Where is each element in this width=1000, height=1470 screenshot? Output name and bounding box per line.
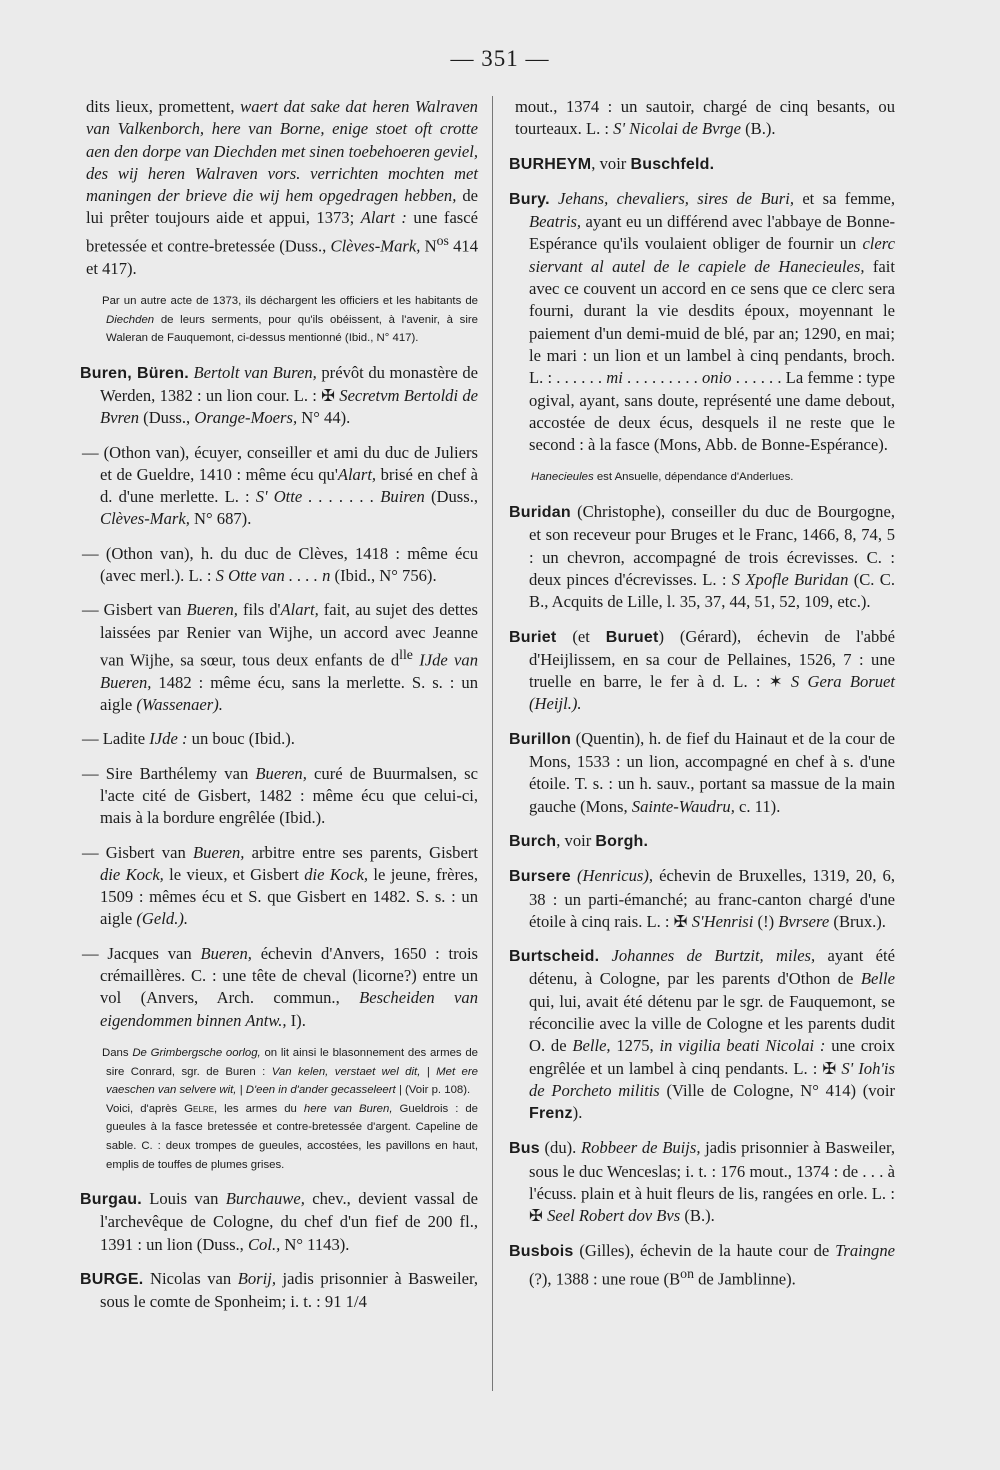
text: (Duss., <box>424 487 478 507</box>
text-italic: S Xpofle Buridan <box>731 569 849 589</box>
text-italic: S'Henrisi <box>691 911 754 931</box>
text-italic: Clèves-Mark, <box>100 509 190 529</box>
text-italic: Bescheiden van eigendommen binnen Antw., <box>100 988 478 1030</box>
text-italic: die Kock, <box>100 864 164 884</box>
text: ayant eu un différend avec l'abbaye de Bonne-Espérance qu'ils voulaient obliger de fournir un <box>529 212 895 254</box>
text-small-caps: Gelre <box>184 1102 214 1115</box>
text-italic: Orange-Moers, <box>194 408 298 428</box>
text: 1482 : même écu, sans la merlette. S. s. : un aigle <box>100 672 478 715</box>
text-italic: Hanecieules <box>531 471 594 484</box>
text-italic: Bertolt van Buren, <box>188 362 317 382</box>
headword: Buriet <box>509 628 557 646</box>
text-italic: S Otte van . . . . n <box>215 566 331 586</box>
text-italic: Bueren, <box>192 842 245 862</box>
text-italic: Traingne <box>835 1240 895 1260</box>
text: (Christophe), conseiller du duc de Bourgogne, et son receveur pour Bruges et le Franc, 1466, 8, 74, 5 : un chevron, accompagné de trois écrevisses. C. : deux pinces d'écrevisses. L. : <box>529 502 895 589</box>
entry-othon-1418 <box>80 543 478 588</box>
entry-burge <box>80 1268 478 1314</box>
superscript: os <box>436 232 449 248</box>
entry-buren <box>80 362 478 430</box>
text-italic: Seel Robert dov Bvs <box>547 1206 681 1226</box>
right-column <box>509 96 895 1303</box>
text-italic: Bueren, <box>186 600 238 620</box>
headword: Burillon <box>509 730 572 748</box>
headword: BURHEYM <box>509 155 592 173</box>
text: (B.). <box>680 1206 715 1226</box>
text: (Brux.). <box>829 911 886 931</box>
text: c. 11). <box>734 796 781 816</box>
text-italic: (Wassenaer). <box>136 695 223 715</box>
entry-barthelemy <box>80 763 478 830</box>
text-italic: Alart : <box>360 208 407 228</box>
text-italic: Belle, <box>572 1036 611 1056</box>
text: un bouc (Ibid.). <box>187 729 295 749</box>
text: , voir <box>556 830 596 850</box>
text: jadis prisonnier à Basweiler, sous le duc Wenceslas; i. t. : 176 mout., 1374 : de . . . à l'écuss. plain et à huit fleurs de lis, rangées en orle. L. : ✠ <box>529 1138 896 1226</box>
text-italic: S' Nicolai de Bvrge <box>613 119 741 139</box>
text: de lui prêter toujours aide et appui, 1373; <box>86 186 478 228</box>
text-italic: Robbeer de Buijs, <box>580 1138 701 1158</box>
text: — Jacques van <box>82 943 201 963</box>
text: (Quentin), h. de fief du Hainaut et de la cour de Mons, 1533 : un lion, accompagné en chef à s. d'une étoile. T. s. : un h. sauv., portant sa massue de la main gauche (Mons, <box>529 728 895 816</box>
text: dits lieux, promettent, <box>86 97 241 116</box>
text: N° 44). <box>297 408 351 428</box>
text: et sa femme, <box>793 188 895 208</box>
headword: Busbois <box>509 1242 574 1260</box>
text-italic: (Henricus), <box>570 866 654 886</box>
text-italic: onio <box>702 368 732 388</box>
superscript: lle <box>399 646 413 662</box>
text: (Gilles), échevin de la haute cour de <box>573 1240 836 1260</box>
text: N° 687). <box>189 509 252 529</box>
text: le vieux, et Gisbert <box>163 864 305 884</box>
text-italic: IJde van Bueren, <box>100 650 478 692</box>
text: N <box>420 236 437 256</box>
entry-bury <box>509 188 895 457</box>
entry-buridan <box>509 501 895 613</box>
entry-gisbert-1509 <box>80 842 478 931</box>
headword: Bus <box>509 1140 540 1158</box>
text: mout., 1374 : un sautoir, chargé de cinq besants, ou tourteaux. L. : <box>515 97 895 139</box>
text: une croix engrêlée et un lambel à cinq pendants. L. : ✠ <box>529 1036 896 1078</box>
text: (Duss., <box>139 408 195 428</box>
text: (et <box>556 626 606 646</box>
entry-burgau <box>80 1188 478 1256</box>
text: I). <box>286 1010 306 1030</box>
entry-continuation-walraven <box>80 96 478 280</box>
headword: Burtscheid. <box>509 948 600 966</box>
note-diechden <box>80 292 478 348</box>
text: fait avec ce couvent un accord en ce sens que ce clerc sera fourni, durant la vie desdits époux, moyennant le paiement d'un demi-muid de blé, par an; 1290, en mai; le mari : un lion et un lambel à cinq pendants, broch. L. : . . . . . . <box>529 256 895 388</box>
text-italic: here van Buren, <box>303 1102 393 1115</box>
text: — (Othon van), écuyer, conseiller et ami du duc de Juliers et de Gueldre, 1410 : même écu qu' <box>82 442 478 484</box>
text-italic: IJde : <box>149 729 188 749</box>
headword: Burch <box>509 832 557 850</box>
text: — Gisbert van <box>82 600 187 620</box>
text-italic: De Grimbergsche oorlog, <box>132 1046 261 1059</box>
text-italic: Bueren, <box>200 943 252 963</box>
text: (Ibid., N° 756). <box>330 566 437 586</box>
text-italic: S' Ioh'is de Porcheto militis <box>529 1058 895 1100</box>
text: . . . . . . La femme : type ogival, ayant, sans doute, représenté une dame debout, accostée de deux écus, desquels il ne reste que le second : à la fasce (Mons, Abb. de Bonne-Espérance). <box>529 368 895 455</box>
text: Dans <box>102 1046 133 1059</box>
cross-reference: Borgh. <box>595 832 649 850</box>
text-italic: S' Otte . . . . . . . Buiren <box>255 487 425 507</box>
text: Louis van <box>141 1189 226 1209</box>
note-hanecieules <box>509 468 895 487</box>
text: de leurs serments, pour qu'ils obéissent, à l'avenir, à sire Waleran de Fauquemont, ci-dessus mentionné (Ibid., N° 417). <box>106 313 478 345</box>
text: Nicolas van <box>143 1268 238 1288</box>
text: ) (Gérard), échevin de l'abbé d'Heijlissem, en sa cour de Pellaines, 1526, 7 : une truelle en barre, le fer à d. L. : ✶ <box>529 626 895 692</box>
text: fait, au sujet des dettes laissées par Renier van Wijhe, un accord avec Jeanne van Wijhe, sa sœur, tous deux enfants de d <box>100 600 478 670</box>
text: , voir <box>591 153 631 173</box>
headword: BURGE. <box>80 1270 144 1288</box>
text: — (Othon van), h. du duc de Clèves, 1418 : même écu (avec merl.). L. : <box>82 543 478 586</box>
entry-burch <box>509 830 895 853</box>
text: échevin de Bruxelles, 1319, 20, 6, 38 : un parti-émanché; au franc-canton chargé d'une étoile à cinq rais. L. : ✠ <box>529 866 896 931</box>
entry-bursere <box>509 865 895 933</box>
text: Par un autre acte de 1373, ils déchargent les officiers et les habitants de <box>102 294 478 307</box>
entry-buriet <box>509 626 895 716</box>
text-italic: (Geld.). <box>136 909 189 929</box>
text-italic: Col., <box>247 1234 281 1254</box>
entry-burillon <box>509 728 895 818</box>
text: (?), 1388 : une roue (B <box>529 1269 681 1289</box>
text-italic: Burchauwe, <box>225 1189 305 1209</box>
text-italic: S Gera Boruet (Heijl.). <box>529 672 895 714</box>
text: on lit ainsi le blasonnement des armes de sire Conrard, sgr. de Buren : <box>106 1046 478 1078</box>
text-italic: Belle <box>860 969 895 989</box>
text: N° 1143). <box>280 1234 350 1254</box>
text: — Ladite <box>82 729 150 749</box>
text-italic: mi <box>606 368 623 388</box>
text: 1275, <box>610 1036 660 1056</box>
text-italic: die Kock, <box>304 864 369 884</box>
entry-ijde <box>80 728 478 750</box>
text: (C. C. B., Acquits de Lille, l. 35, 37, 44, 51, 52, 109, etc.). <box>529 569 895 612</box>
text: brisé en chef à d. d'une merlette. L. : <box>100 464 478 507</box>
text: . . . . . . . . . <box>622 368 702 388</box>
text: une fascé bretessée et contre-bretessée (Duss., <box>86 208 479 256</box>
text: (Ville de Cologne, N° 414) (voir <box>659 1080 895 1100</box>
text: (Voir p. 108). <box>401 1084 471 1097</box>
headword: Bury. <box>509 190 550 208</box>
entry-burtscheid <box>509 945 895 1125</box>
headword-variant: Buruet <box>605 628 659 646</box>
text-italic: clerc siervant al autel de le capiele de Hanecieules, <box>529 234 895 276</box>
text: fils d' <box>237 600 281 620</box>
text: ). <box>572 1103 583 1123</box>
entry-jacques <box>80 943 478 1032</box>
text-italic: Borij, <box>237 1268 276 1288</box>
cross-reference: Frenz <box>529 1105 573 1123</box>
text-italic: Sainte-Waudru, <box>631 796 735 816</box>
text: est Ansuelle, dépendance d'Anderlues. <box>593 471 794 484</box>
text-italic: Alart, <box>280 600 319 620</box>
text: Voici, d'après <box>106 1102 185 1115</box>
text-italic: in vigilia beati Nicolai : <box>659 1036 826 1056</box>
text: qui, lui, avait été détenu par le sgr. de Fauquemont, se réconcilie avec la ville de Cologne et les parents dudit O. de <box>529 991 895 1056</box>
text-italic: Alart, <box>337 464 377 484</box>
text: prévôt du monastère de Werden, 1382 : un lion cour. L. : ✠ <box>100 362 479 405</box>
text: jadis prisonnier à Basweiler, sous le comte de Sponheim; i. t. : 91 1/4 <box>100 1268 479 1312</box>
text: (!) <box>753 911 779 931</box>
text-italic: Van kelen, verstaet wel dit, | Met ere vaeschen van selvere wit, | D'een in d'ander gecasseleert | <box>106 1065 479 1097</box>
headword: Buridan <box>509 504 571 522</box>
headword: Burgau. <box>80 1191 142 1209</box>
superscript: on <box>680 1265 694 1281</box>
headword: Bursere <box>509 868 571 886</box>
text-italic: Jehans, chevaliers, sires de Buri, <box>549 188 794 208</box>
entry-continuation-burge <box>509 96 895 141</box>
text: de Jamblinne). <box>693 1269 796 1289</box>
text-italic: Bueren, <box>255 763 307 783</box>
text: échevin d'Anvers, 1650 : trois crémaillères. C. : une tête de cheval (licorne?) entre un vol (Anvers, Arch. commun., <box>100 943 479 1008</box>
text: (du). <box>539 1138 581 1158</box>
text-italic: Diechden <box>106 313 155 326</box>
text: — Sire Barthélemy van <box>82 763 256 783</box>
text: 414 et 417). <box>86 236 478 278</box>
text: arbitre entre ses parents, Gisbert <box>244 842 478 862</box>
note-grimbergsche <box>80 1044 478 1174</box>
headword: Buren, Büren. <box>80 364 189 382</box>
text: chev., devient vassal de l'archevêque de Cologne, du chef d'un fief de 200 fl., 1391 : un lion (Duss., <box>100 1189 479 1254</box>
text: , les armes du <box>213 1102 304 1115</box>
page-number: — 351 — <box>450 46 550 71</box>
text: (B.). <box>740 119 776 139</box>
cross-reference: Buschfeld. <box>630 155 715 173</box>
entry-gisbert-1482 <box>80 599 478 716</box>
left-column <box>80 96 478 1326</box>
text-italic: Clèves-Mark, <box>330 236 421 256</box>
text: curé de Buurmalsen, sc l'acte cité de Gisbert, 1482 : même écu que celui-ci, mais à la bordure engrêlée (Ibid.). <box>100 763 478 828</box>
entry-bus <box>509 1137 895 1227</box>
text-italic: waert dat sake dat heren Walraven van Valkenborch, here van Borne, enige stoet oft crotte aen den dorpe van Diechden met sinen toebehoeren geviel, des wij heren Walraven vors. verrichten mochten met maningen der brieve die wij hem opgedragen hebben, <box>86 97 478 206</box>
text-italic: Beatris, <box>529 212 582 232</box>
entry-busbois <box>509 1240 895 1291</box>
text: Gueldrois : de gueules à la fasce bretessée et contre-bretessée d'argent. Capeline de sable. C. : deux trompes de gueules, accostées, les pavillons en haut, emplis de touffes de plumes grises. <box>106 1102 479 1171</box>
text-italic: Secretvm Bertoldi de Bvren <box>100 385 478 428</box>
entry-burheym <box>509 153 895 176</box>
column-divider <box>492 96 493 1391</box>
text: le jeune, frères, 1509 : mêmes écu et S. que Gisbert en 1482. S. s. : un aigle <box>100 864 479 929</box>
text: ayant été détenu, à Cologne, par les parents d'Othon de <box>529 946 895 989</box>
text-italic: Bvrsere <box>778 911 830 931</box>
text: — Gisbert van <box>82 842 193 862</box>
entry-othon-1410 <box>80 442 478 531</box>
text-italic: Johannes de Burtzit, miles, <box>599 946 816 966</box>
